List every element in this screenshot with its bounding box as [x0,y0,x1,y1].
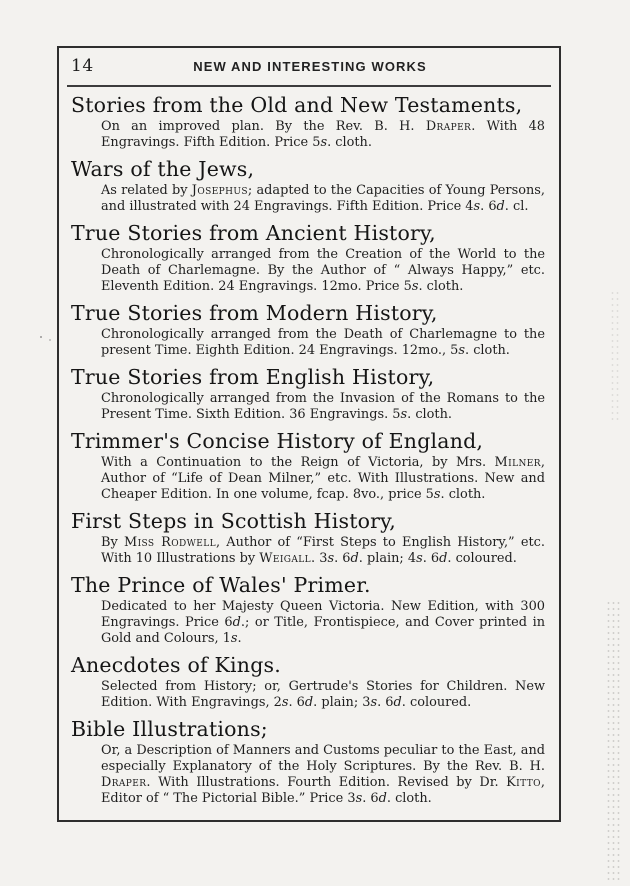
book-description: Chronologically arranged from the Creation of the World to the Death of Charlemagne. By the Author of “ Always Happy,” etc. Eleventh Edition. 24 Engravings. 12mo. Price 5s. cloth. [101,247,545,294]
book-entry [71,429,549,503]
book-description: With a Continuation to the Reign of Victoria, by Mrs. Milner, Author of “Life of Dean Milner,” etc. With Illustrations. New and Cheaper Edition. In one volume, fcap. 8vo., price 5s. cloth. [101,455,545,502]
scan-noise-right-lower [606,600,622,880]
book-entry [71,301,549,359]
book-title: Anecdotes of Kings. [71,653,281,677]
book-title: Trimmer's Concise History of England, [71,429,484,453]
book-title: True Stories from Ancient History, [71,221,436,245]
book-entry [71,653,549,711]
page-number: 14 [71,56,94,76]
scan-speck-left-margin [40,336,42,338]
book-title: Stories from the Old and New Testaments, [71,93,523,117]
book-entry [71,221,549,295]
book-description: Dedicated to her Majesty Queen Victoria. New Edition, with 300 Engravings. Price 6d.; or Title, Frontispiece, and Cover printed in Gold and Colours, 1s. [101,599,546,646]
book-title: First Steps in Scottish History, [71,509,396,533]
book-description: By Miss Rodwell, Author of “First Steps to English History,” etc. With 10 Illustrations by Weigall. 3s. 6d. plain; 4s. 6d. coloured. [101,535,545,566]
book-title: True Stories from Modern History, [71,301,438,325]
header-rule [67,85,551,87]
book-description: Chronologically arranged from the Invasion of the Romans to the Present Time. Sixth Edition. 36 Engravings. 5s. cloth. [101,391,545,422]
page-frame [57,46,561,822]
book-title: True Stories from English History, [71,365,435,389]
book-description: On an improved plan. By the Rev. B. H. Draper. With 48 Engravings. Fifth Edition. Price 5s. cloth. [101,119,545,150]
book-entry [71,573,549,647]
book-title: The Prince of Wales' Primer. [71,573,371,597]
book-description: Or, a Description of Manners and Customs peculiar to the East, and especially Explanatory of the Holy Scriptures. By the Rev. B. H. Draper. With Illustrations. Fourth Edition. Revised by Dr. Kitto, Editor of “ The Pictorial Bible.” Price 3s. 6d. cloth. [101,743,545,806]
book-title: Bible Illustrations; [71,717,268,741]
running-header-title: NEW AND INTERESTING WORKS [193,59,427,74]
book-description: As related by Josephus; adapted to the Capacities of Young Persons, and illustrated with 24 Engravings. Fifth Edition. Price 4s. 6d. cl. [101,183,545,214]
book-title: Wars of the Jews, [71,157,255,181]
book-entry [71,509,549,567]
book-list [71,93,549,807]
book-entry [71,717,549,807]
scan-noise-right-upper [610,290,620,420]
page-header [71,56,549,80]
book-description: Selected from History; or, Gertrude's Stories for Children. New Edition. With Engravings, 2s. 6d. plain; 3s. 6d. coloured. [101,679,545,710]
book-entry [71,93,549,151]
book-entry [71,365,549,423]
book-description: Chronologically arranged from the Death of Charlemagne to the present Time. Eighth Edition. 24 Engravings. 12mo., 5s. cloth. [101,327,545,358]
book-entry [71,157,549,215]
